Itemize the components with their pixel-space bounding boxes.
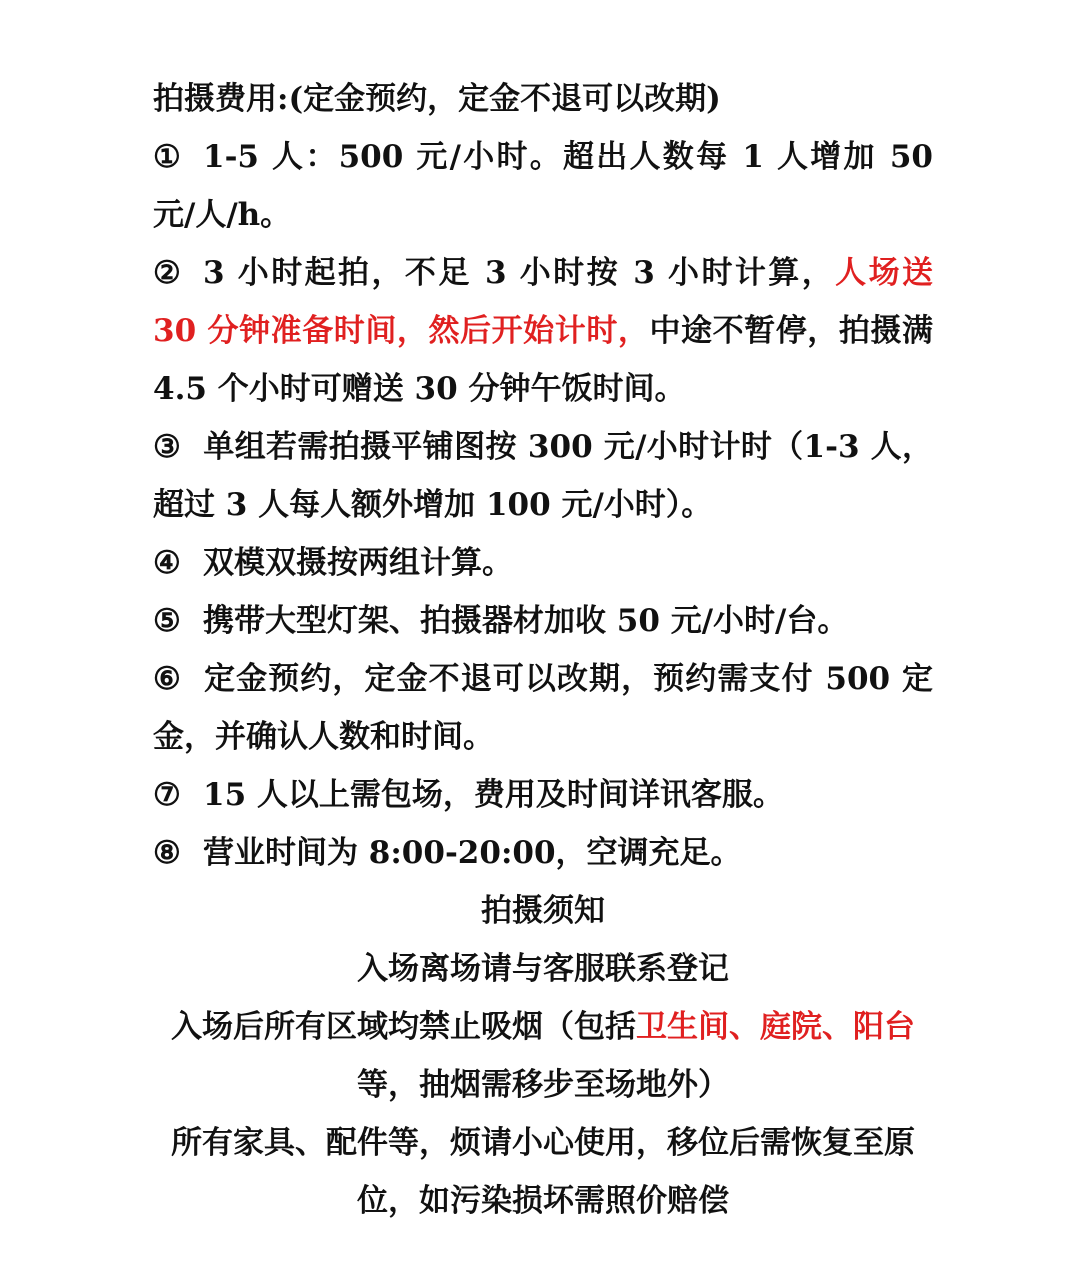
fee-item-6	[153, 650, 933, 766]
document-page	[153, 70, 933, 1230]
notice-text: 入场后所有区域均禁止吸烟（包括	[171, 1009, 636, 1045]
item-text: 定金预约，定金不退可以改期，预约需支付 500 定金，并确认人数和时间。	[153, 661, 933, 755]
item-text: 单组若需拍摄平铺图按 300 元/小时计时（1-3 人，超过 3 人每人额外增加 100 元/小时）。	[153, 429, 933, 523]
fee-item-8	[153, 824, 933, 882]
item-text: 携带大型灯架、拍摄器材加收 50 元/小时/台。	[203, 603, 849, 639]
item-text: 营业时间为 8:00-20:00，空调充足。	[203, 835, 742, 871]
item-number: ③	[153, 429, 181, 465]
item-number: ⑤	[153, 603, 181, 639]
fee-item-2	[153, 244, 933, 418]
item-text: 3 小时起拍，不足 3 小时按 3 小时计算，	[203, 255, 836, 291]
notice-smoking	[153, 998, 933, 1114]
fee-item-5	[153, 592, 933, 650]
notice-title: 拍摄须知	[481, 893, 605, 929]
fee-item-1	[153, 128, 933, 244]
item-text: 中途不暂停，拍摄满 4.5 个小时可赠送 30 分钟午饭时间。	[153, 313, 933, 407]
notice-furniture: 所有家具、配件等，烦请小心使用，移位后需恢复至原位，如污染损坏需照价赔偿	[171, 1125, 915, 1219]
item-number: ⑧	[153, 835, 181, 871]
item-number: ⑥	[153, 661, 181, 697]
fee-item-3	[153, 418, 933, 534]
item-text: 15 人以上需包场，费用及时间详讯客服。	[203, 777, 784, 813]
item-number: ④	[153, 545, 181, 581]
item-number: ①	[153, 139, 181, 175]
fees-heading: 拍摄费用:(定金预约，定金不退可以改期)	[153, 81, 721, 117]
item-text: 1-5 人：500 元/小时。超出人数每 1 人增加 50 元/人/h。	[153, 139, 933, 233]
item-number: ②	[153, 255, 181, 291]
notice-checkin: 入场离场请与客服联系登记	[357, 951, 729, 987]
notice-text: 等，抽烟需移步至场地外）	[357, 1067, 729, 1103]
fee-item-4	[153, 534, 933, 592]
notice-highlight: 卫生间、庭院、阳台	[636, 1009, 915, 1045]
item-highlight: 人场送 30 分钟准备时间，然后开始计时，	[153, 255, 934, 349]
fee-item-7	[153, 766, 933, 824]
item-text: 双模双摄按两组计算。	[203, 545, 513, 581]
item-number: ⑦	[153, 777, 181, 813]
